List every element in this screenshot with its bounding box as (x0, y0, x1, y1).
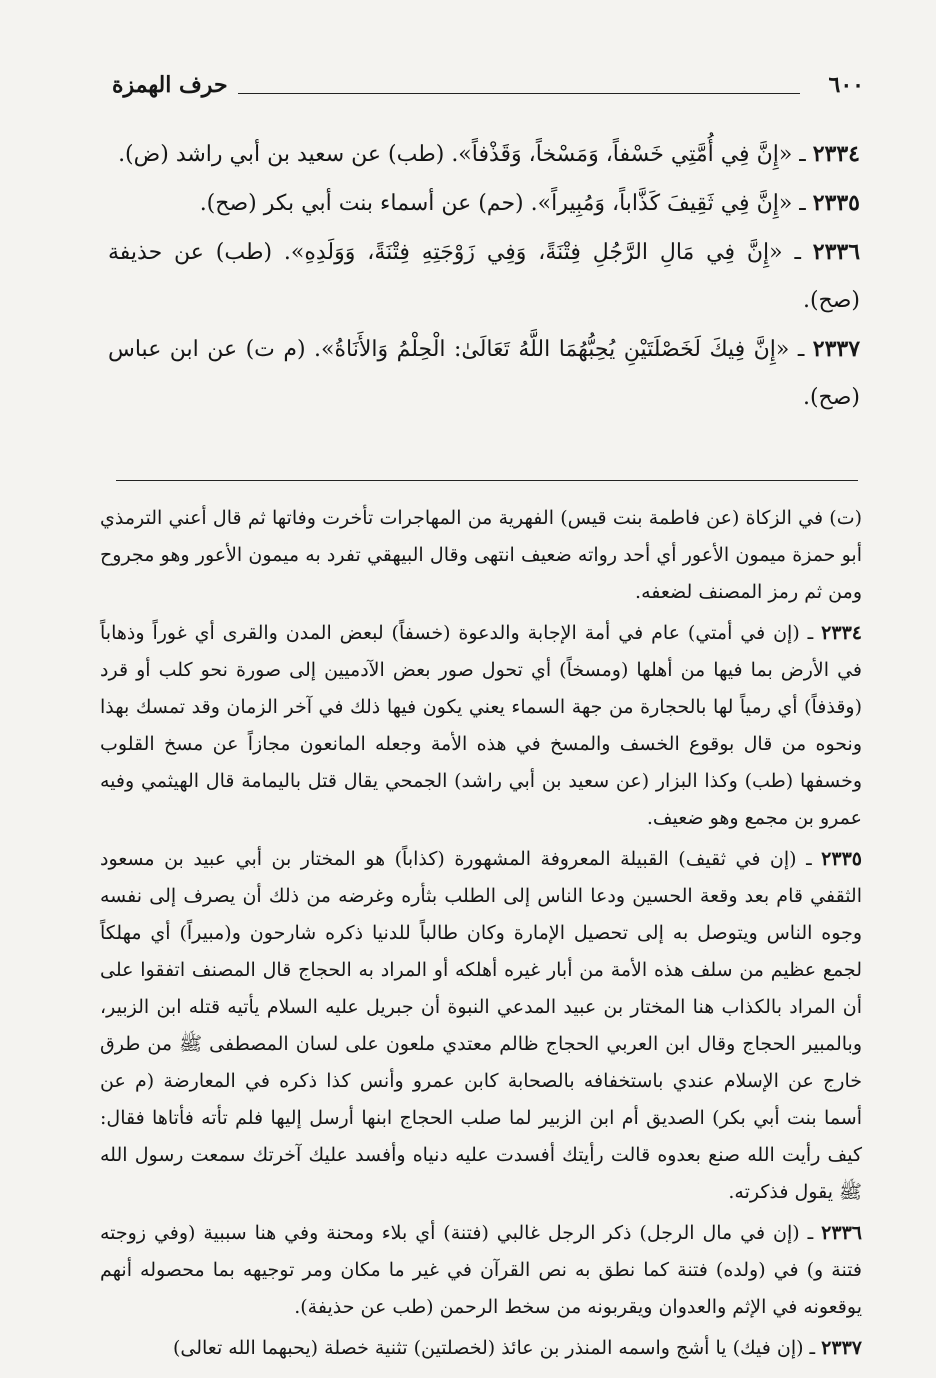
commentary-number: ٢٣٣٦ (821, 1222, 862, 1244)
commentary-text: ـ (إن فيك) يا أشج واسمه المنذر بن عائذ (لخصلتين) تثنية خصلة (يحبهما الله تعالى) (172, 1337, 816, 1359)
header-rule (238, 93, 800, 94)
hadith-entry: ٢٣٣٥ ـ «إِنَّ فِي ثَقِيفَ كَذَّاباً، وَمُبِيراً». (حم) عن أسماء بنت أبي بكر (صح). (199, 190, 860, 216)
commentary-text: ـ (إن في ثقيف) القبيلة المعروفة المشهورة (كذاباً) هو المختار بن أبي عبيد بن مسعود الثقفي قام بعد وقعة الحسين ودعا الناس إلى الطلب بثأره وغرضه من ذلك أن يصرف إلى نفسه وجوه الناس ويتوصل به إلى تحصيل الإمارة وكان طالباً للدنيا ذكره شارحون و(مبيراً) أي مهلكاً لجمع عظيم من سلف هذه الأمة من أبار غيره أهلكه أو المراد به الحجاج قال المصنف اتفقوا على أن المراد بالكذاب هنا المختار بن عبيد المدعي النبوة أن جبريل عليه السلام يأتيه قتله ابن الزبير، وبالمبير الحجاج وقال ابن العربي الحجاج ظالم معتدي ملعون على لسان المصطفى ﷺ من طرق خارج عن الإسلام عندي باستخفافه بالصحابة كابن عمرو وأنس كذا ذكره في المعارضة (م عن أسما بنت أبي بكر) الصديق أم ابن الزبير لما صلب الحجاج ابنها أرسل إليها فلم تأته فأتاها فقال: كيف رأيت الله صنع بعدوه قالت رأيتك أفسدت عليه دنياه وأفسد عليك آخرتك سمعت رسول الله ﷺ يقول فذكرته. (100, 848, 862, 1203)
commentary-text: ـ (إن في أمتي) عام في أمة الإجابة والدعوة (خسفاً) لبعض المدن والقرى أي غوراً وذهاباً في الأرض بما فيها من أهلها (ومسخاً) أي تحول صور بعض الآدميين إلى صورة نحو كلب أو قرد (وقذفاً) أي رمياً لها بالحجارة من جهة السماء يعني يكون فيها ذلك في آخر الزمان وقد تمسك بهذا ونحوه من قال بوقوع الخسف والمسخ في هذه الأمة وجعله المانعون مجازاً عن مسخ القلوب وخسفها (طب) وكذا البزار (عن سعيد بن أبي راشد) الجمحي يقال قتل باليمامة قال الهيثمي وفيه عمرو بن مجمع وهو ضعيف. (100, 622, 862, 829)
hadith-number: ٢٣٣٤ (812, 141, 860, 167)
hadith-entry: ٢٣٣٦ ـ «إِنَّ فِي مَالِ الرَّجُلِ فِتْنَةً، وَفِي زَوْجَتِهِ فِتْنَةً، وَوَلَدِهِ». (طب) عن حذيفة (صح). (108, 239, 861, 313)
hadith-text: «إِنَّ فِي ثَقِيفَ كَذَّاباً، وَمُبِيراً». (حم) عن أسماء بنت أبي بكر (صح). (199, 191, 793, 216)
hadith-entry: ٢٣٣٤ ـ «إِنَّ فِي أُمَّتِي خَسْفاً، وَمَسْخاً، وَقَذْفاً». (طب) عن سعيد بن أبي راشد (ض). (118, 141, 860, 167)
hadith-text: «إِنَّ فِي مَالِ الرَّجُلِ فِتْنَةً، وَفِي زَوْجَتِهِ فِتْنَةً، وَوَلَدِهِ». (طب) عن حذيفة (صح). (108, 240, 860, 313)
commentary-paragraph (100, 500, 862, 611)
commentary-paragraph (100, 841, 862, 1211)
commentary-number: ٢٣٣٥ (821, 848, 862, 870)
hadith-text: «إِنَّ فِيكَ لَخَصْلَتَيْنِ يُحِبُّهُمَا اللَّهُ تَعَالَىٰ: الْحِلْمُ وَالأَنَاةُ». (م ت) عن ابن عباس (صح). (108, 337, 860, 410)
section-title: حرف الهمزة (112, 72, 228, 98)
commentary-paragraph (100, 615, 862, 837)
hadith-text-block (108, 130, 860, 422)
hadith-text: «إِنَّ فِي أُمَّتِي خَسْفاً، وَمَسْخاً، وَقَذْفاً». (طب) عن سعيد بن أبي راشد (ض). (118, 142, 793, 167)
commentary-paragraph (100, 1215, 862, 1326)
hadith-entry: ٢٣٣٧ ـ «إِنَّ فِيكَ لَخَصْلَتَيْنِ يُحِبُّهُمَا اللَّهُ تَعَالَىٰ: الْحِلْمُ وَالأَنَاةُ». (م ت) عن ابن عباس (صح). (108, 336, 861, 410)
commentary-number: ٢٣٣٧ (821, 1337, 862, 1359)
page-number: ٦٠٠ (828, 72, 864, 98)
hadith-number: ٢٣٣٦ (812, 239, 861, 265)
commentary-block (100, 500, 862, 1371)
hadith-number: ٢٣٣٥ (812, 190, 860, 216)
commentary-text: (ت) في الزكاة (عن فاطمة بنت قيس) الفهرية من المهاجرات تأخرت وفاتها ثم قال أعني الترمذي أبو حمزة ميمون الأعور أي أحد رواته ضعيف انتهى وقال البيهقي تفرد به ميمون الأعور وهو مجروح ومن ثم رمز المصنف لضعفه. (100, 507, 862, 603)
hadith-number: ٢٣٣٧ (812, 336, 861, 362)
commentary-paragraph (100, 1330, 862, 1367)
commentary-text: ـ (إن في مال الرجل) ذكر الرجل غالبي (فتنة) أي بلاء ومحنة وفي هنا سببية (وفي زوجته فتنة و) في (ولده) فتنة كما نطق به نص القرآن في غير ما مكان ومر توجيهه بما محصوله أنهم يوقعونه في الإثم والعدوان ويقربونه من سخط الرحمن (طب عن حذيفة). (100, 1222, 862, 1318)
page-header (112, 72, 864, 108)
commentary-number: ٢٣٣٤ (821, 622, 862, 644)
footnote-divider (116, 480, 858, 481)
